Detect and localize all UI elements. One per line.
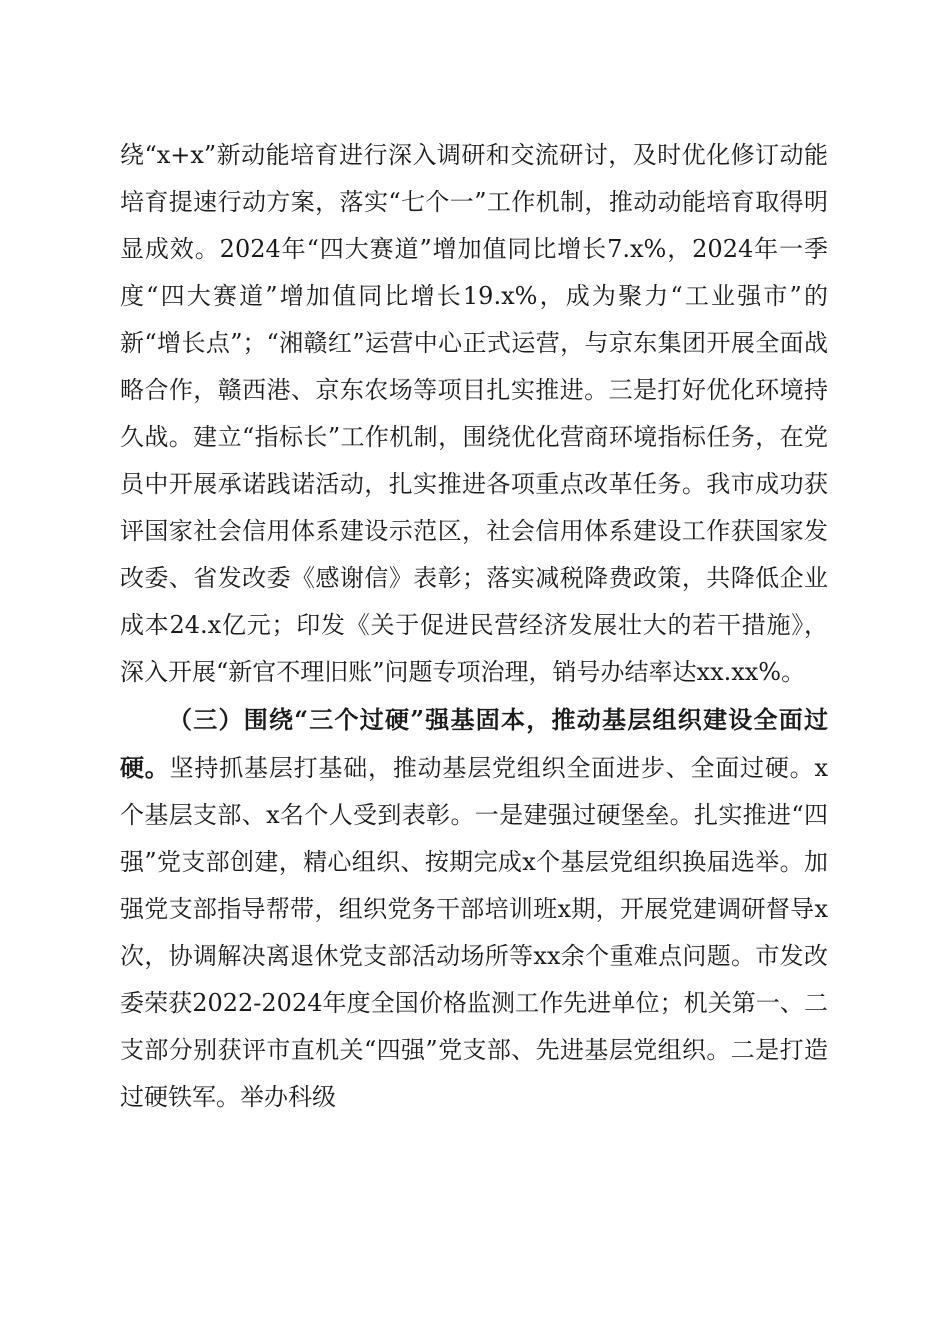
document-page	[120, 132, 828, 1121]
section-three-heading: （三）围绕“三个过硬”强基固本，推动基层组织建设全面过硬。	[120, 705, 828, 782]
paragraph-continued: 绕“x+x”新动能培育进行深入调研和交流研讨，及时优化修订动能培育提速行动方案，落实“七个一”工作机制，推动动能培育取得明显成效。2024年“四大赛道”增加值同比增长7.x%，2024年一季度“四大赛道”增加值同比增长19.x%，成为聚力“工业强市”的新“增长点”；“湘赣红”运营中心正式运营，与京东集团开展全面战略合作，赣西港、京东农场等项目扎实推进。三是打好优化环境持久战。建立“指标长”工作机制，围绕优化营商环境指标任务，在党员中开展承诺践诺活动，扎实推进各项重点改革任务。我市成功获评国家社会信用体系建设示范区，社会信用体系建设工作获国家发改委、省发改委《感谢信》表彰；落实减税降费政策，共降低企业成本24.x亿元；印发《关于促进民营经济发展壮大的若干措施》，深入开展“新官不理旧账”问题专项治理，销号办结率达xx.xx%。	[120, 141, 828, 686]
section-three-body: 坚持抓基层打基础，推动基层党组织全面进步、全面过硬。x个基层支部、x名个人受到表彰。一是建强过硬堡垒。扎实推进“四强”党支部创建，精心组织、按期完成x个基层党组织换届选举。加强党支部指导帮带，组织党务干部培训班x期，开展党建调研督导x次，协调解决离退休党支部活动场所等xx余个重难点问题。市发改委荣获2022-2024年度全国价格监测工作先进单位；机关第一、二支部分别获评市直机关“四强”党支部、先进基层党组织。二是打造过硬铁军。举办科级	[120, 754, 828, 1111]
paragraph-section-three	[120, 696, 828, 1121]
